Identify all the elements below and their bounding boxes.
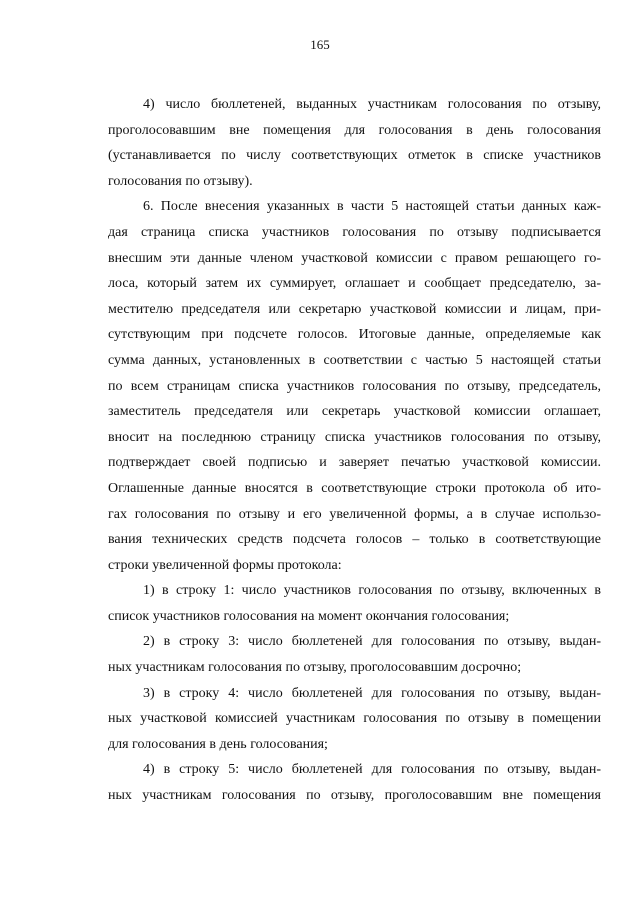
text-line: лоса, который затем их суммирует, оглашает и сообщает председателю, за- (108, 276, 601, 292)
body-text (108, 92, 601, 809)
text-line: проголосовавшим вне помещения для голосования в день голосования (108, 122, 601, 138)
text-line: Оглашенные данные вносятся в соответствующие строки протокола об ито- (108, 480, 601, 496)
text-line: ных участникам голосования по отзыву, проголосовавшим вне помещения (108, 788, 601, 804)
text-line: для голосования в день голосования; (108, 736, 328, 752)
text-line: по всем страницам списка участников голосования по отзыву, председатель, (108, 378, 601, 394)
text-line: строки увеличенной формы протокола: (108, 557, 342, 573)
text-line: ных участникам голосования по отзыву, проголосовавшим досрочно; (108, 660, 522, 676)
text-line: подтверждает своей подписью и заверяет печатью участковой комиссии. (108, 455, 601, 471)
text-line: дая страница списка участников голосования по отзыву подписывается (108, 224, 601, 240)
text-line: 1) в строку 1: число участников голосования по отзыву, включенных в (143, 583, 601, 599)
text-line: 4) в строку 5: число бюллетеней для голосования по отзыву, выдан- (143, 762, 601, 778)
text-line: голосования по отзыву). (108, 173, 253, 189)
text-line: список участников голосования на момент окончания голосования; (108, 608, 510, 624)
text-line: внесшим эти данные членом участковой комиссии с правом решающего го- (108, 250, 601, 266)
text-line: ных участковой комиссией участникам голосования по отзыву в помещении (108, 711, 601, 727)
text-line: гах голосования по отзыву и его увеличенной формы, а в случае использо- (108, 506, 601, 522)
text-line: вносит на последнюю страницу списка участников голосования по отзыву, (108, 429, 601, 445)
text-line: 3) в строку 4: число бюллетеней для голосования по отзыву, выдан- (143, 685, 601, 701)
text-line: сумма данных, установленных в соответствии с частью 5 настоящей статьи (108, 352, 601, 368)
text-line: местителю председателя или секретарю участковой комиссии и лицам, при- (108, 301, 601, 317)
text-line: (устанавливается по числу соответствующих отметок в списке участников (108, 148, 601, 164)
text-line: 2) в строку 3: число бюллетеней для голосования по отзыву, выдан- (143, 634, 601, 650)
page-number: 165 (310, 37, 330, 52)
text-line: вания технических средств подсчета голосов – только в соответствующие (108, 532, 601, 548)
text-line: 6. После внесения указанных в части 5 настоящей статьи данных каж- (143, 199, 601, 215)
text-line: сутствующим при подсчете голосов. Итоговые данные, определяемые как (108, 327, 601, 343)
text-line: заместитель председателя или секретарь участковой комиссии оглашает, (108, 404, 601, 420)
text-line: 4) число бюллетеней, выданных участникам голосования по отзыву, (143, 97, 601, 112)
